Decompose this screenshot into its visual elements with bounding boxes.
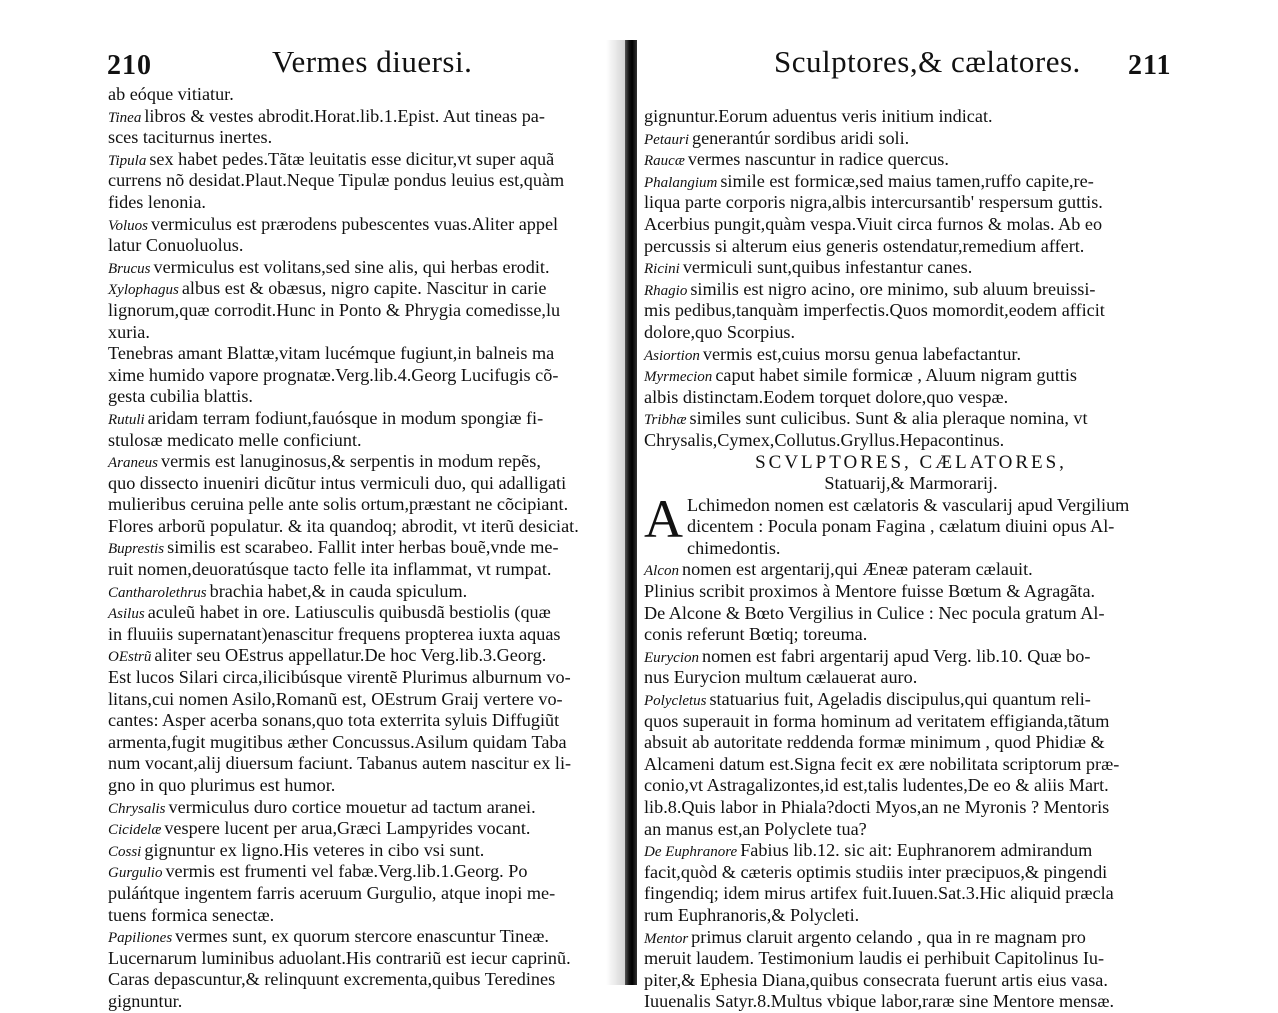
entry-keyword: Cantharolethrus [108, 584, 207, 601]
entry-keyword: OEstrũ [108, 649, 152, 666]
line-text: Plinius scribit proximos à Mentore fuisse Bœtum & Agragãta. [644, 581, 1096, 602]
line-text: primus claruit argento celando , qua in re magnam pro [691, 926, 1086, 947]
text-line [644, 559, 1178, 581]
text-line [108, 322, 620, 344]
line-text: vespere lucent per arua,Græci Lampyrides vocant. [164, 818, 531, 839]
text-line [644, 236, 1178, 258]
entry-keyword: Mentor [644, 930, 689, 947]
line-text: vermes nascuntur in radice quercus. [687, 149, 949, 170]
text-line [644, 279, 1178, 301]
entry-keyword: Phalangium [644, 174, 718, 191]
line-text: lib.8.Quis labor in Phiala?docti Myos,an ne Myronis ? Mentoris [644, 797, 1110, 817]
line-text: ab eóque vitiatur. [108, 84, 234, 104]
text-line [108, 840, 620, 862]
text-line [108, 689, 620, 711]
line-text: meruit laudem. Testimonium laudis ei perhibuit Capitolinus Iu- [644, 948, 1105, 969]
text-line [108, 797, 620, 819]
text-line [108, 149, 620, 171]
entry-keyword: Polycletus [644, 693, 707, 710]
section-subtitle: Statuarij,& Marmorarij. [824, 473, 998, 494]
line-text: quo dissecto inueniri dicũtur intus vermiculi duo, qui adalligati [108, 472, 567, 493]
line-text: nus Eurycion multum cælauerat auro. [644, 667, 918, 688]
text-line [644, 624, 1178, 646]
text-line [108, 84, 620, 106]
text-line [644, 257, 1178, 279]
left-page [0, 0, 628, 1011]
text-line [108, 537, 620, 559]
line-text: vermiculus duro cortice mouetur ad tactum aranei. [168, 796, 536, 817]
text-line [108, 883, 620, 905]
line-text: Lchimedon nomen est cælatoris & vascularij apud Vergilium [687, 494, 1130, 515]
text-line [644, 192, 1178, 214]
text-line [644, 991, 1178, 1013]
text-line [108, 343, 620, 365]
text-line [644, 430, 1178, 452]
entry-keyword: Araneus [108, 455, 158, 472]
text-line [644, 408, 1178, 430]
line-text: similis est nigro acino, ore minimo, sub aluum breuissi- [690, 278, 1096, 299]
text-line [644, 970, 1178, 992]
text-line [108, 645, 620, 667]
line-text: brachia habet,& in cauda spiculum. [209, 580, 468, 601]
line-text: sces taciturnus inertes. [108, 127, 273, 148]
text-line [108, 494, 620, 516]
text-line [644, 300, 1178, 322]
text-line [108, 926, 620, 948]
entry-keyword: Brucus [108, 260, 151, 277]
line-text: cantes: Asper acerba sonans,quo tota exterrita syluis Diffugiũt [108, 710, 560, 731]
text-line [108, 127, 620, 149]
text-line [644, 495, 1178, 517]
text-line [644, 927, 1178, 949]
line-text: vermiculi sunt,quibus infestantur canes. [682, 257, 973, 278]
right-text-block [644, 106, 1178, 1013]
text-line [108, 861, 620, 883]
entry-keyword: Petauri [644, 131, 689, 148]
page-number: 210 [107, 50, 152, 81]
text-line [644, 214, 1178, 236]
text-line [644, 149, 1178, 171]
line-text: nomen est fabri argentarij apud Verg. lib.10. Quæ bo- [701, 645, 1091, 666]
text-line [644, 581, 1178, 603]
text-line [644, 667, 1178, 689]
line-text: mis pedibus,tanquàm imperfectis.Quos momordit,eodem afficit [644, 300, 1105, 321]
text-line [644, 106, 1178, 128]
text-line [108, 905, 620, 927]
text-line [108, 948, 620, 970]
text-line [108, 732, 620, 754]
line-text: libros & vestes abrodit.Horat.lib.1.Epist. Aut tineas pa- [144, 105, 545, 126]
entry-keyword: Asiortion [644, 347, 700, 364]
line-text: piter,& Ephesia Diana,quibus consecrata fuerunt artis eius vasa. [644, 969, 1108, 990]
line-text: xuria. [108, 321, 150, 342]
text-line [108, 170, 620, 192]
text-line [108, 581, 620, 603]
text-line [108, 365, 620, 387]
text-line [108, 430, 620, 452]
line-text: ruit nomen,deuoratúsque tacto felle ita inflammat, vt rumpat. [108, 559, 552, 580]
line-text: armenta,fugit mugitibus æther Concussus.Asilum quidam Taba [108, 731, 567, 752]
text-line [644, 538, 1178, 560]
line-text: albus est & obæsus, nigro capite. Nascitur in carie [181, 278, 547, 299]
line-text: generantúr sordibus aridi soli. [692, 127, 910, 148]
text-line [644, 883, 1178, 905]
line-text: rum Euphranoris,& Polycleti. [644, 904, 860, 925]
text-line [644, 711, 1178, 733]
text-line [108, 602, 620, 624]
text-line [644, 171, 1178, 193]
text-line [108, 257, 620, 279]
text-line [644, 905, 1178, 927]
line-text: litans,cui nomen Asilo,Romanũ est, OEstrum Graij vertere vo- [108, 688, 563, 709]
left-text-block [108, 84, 620, 1013]
line-text: dicentem : Pocula ponam Fagina , cælatum diuini opus Al- [687, 516, 1115, 537]
text-line [108, 473, 620, 495]
line-text: aculeũ habet in ore. Latiusculis quibusdã bestiolis (quæ [147, 602, 551, 623]
line-text: nomen est argentarij,qui Æneæ pateram cælauit. [682, 559, 1033, 580]
text-line [108, 559, 620, 581]
line-text: Tenebras amant Blattæ,vitam lucémque fugiunt,in balneis ma [108, 343, 555, 364]
entry-keyword: Eurycion [644, 649, 699, 666]
text-line [108, 710, 620, 732]
entry-keyword: Rutuli [108, 411, 145, 428]
text-line [644, 840, 1178, 862]
entry-keyword: Chrysalis [108, 800, 166, 817]
text-line [644, 689, 1178, 711]
line-text: mulieribus ceruina pelle ante solis ortum,præstant ne cõcipiant. [108, 494, 569, 515]
entry-keyword: Raucæ [644, 153, 685, 170]
line-text: gesta cubilia blattis. [108, 386, 253, 407]
entry-keyword: Tribhæ [644, 412, 687, 429]
text-line [108, 516, 620, 538]
text-line [108, 408, 620, 430]
text-line [644, 516, 1178, 538]
line-text: stulosæ medicato melle conficiunt. [108, 429, 362, 450]
text-line [108, 106, 620, 128]
entry-keyword: Asilus [108, 606, 145, 623]
text-line [108, 991, 620, 1013]
page-number: 211 [1128, 50, 1172, 81]
line-text: currens nõ desidat.Plaut.Neque Tipulæ pondus leuius est,quàm [108, 170, 565, 191]
line-text: aliter seu OEstrus appellatur.De hoc Verg.lib.3.Georg. [154, 645, 547, 666]
text-line [644, 754, 1178, 776]
text-line [644, 365, 1178, 387]
line-text: puláńtque ingentem farris aceruum Gurgulio, atque inopi me- [108, 882, 556, 903]
line-text: aridam terram fodiunt,fauósque in modum spongiæ fi- [147, 407, 544, 428]
text-line [644, 732, 1178, 754]
text-line [644, 775, 1178, 797]
line-text: dolore,quo Scorpius. [644, 321, 796, 342]
line-text: De Alcone & Bœto Vergilius in Culice : Nec pocula gratum Al- [644, 602, 1105, 623]
text-line [644, 322, 1178, 344]
text-line [108, 451, 620, 473]
text-line [108, 235, 620, 257]
entry-keyword: Buprestis [108, 541, 165, 558]
text-line [108, 278, 620, 300]
text-line [108, 192, 620, 214]
text-line [108, 300, 620, 322]
entry-keyword: Rhagio [644, 282, 688, 299]
text-line [108, 214, 620, 236]
line-text: vermis est frumenti vel fabæ.Verg.lib.1.Georg. Po [165, 861, 528, 882]
line-text: vermis est,cuius morsu genua labefactantur. [702, 343, 1022, 364]
entry-keyword: Cicidelæ [108, 822, 162, 839]
entry-keyword: Myrmecion [644, 369, 713, 386]
line-text: Alcameni datum est.Signa fecit ex ære nobilitata scriptorum præ- [644, 753, 1120, 774]
entry-keyword: Alcon [644, 563, 679, 580]
line-text: an manus est,an Polyclete tua? [644, 818, 867, 839]
line-text: quos superauit in forma hominum ad veritatem effigianda,tãtum [644, 710, 1110, 731]
line-text: Flores arborũ populatur. & ita quandoq; abrodit, vt iterũ desiciat. [108, 515, 579, 536]
line-text: gno in quo plurimus est humor. [108, 775, 336, 795]
text-line [644, 948, 1178, 970]
text-line [644, 646, 1178, 668]
line-text: caput habet simile formicæ , Aluum nigram guttis [715, 365, 1077, 386]
text-line [108, 386, 620, 408]
text-line [108, 969, 620, 991]
text-line [644, 128, 1178, 150]
line-text: Chrysalis,Cymex,Collutus.Gryllus.Hepacontinus. [644, 429, 1005, 450]
line-text: fingendiq; idem mirus artifex fuit.Iuuen.Sat.3.Hic aliquid præcla [644, 883, 1114, 904]
entry-keyword: Cossi [108, 843, 142, 860]
text-line [644, 819, 1178, 841]
line-text: Iuuenalis Satyr.8.Multus vbique labor,raræ sine Mentore mensæ. [644, 991, 1115, 1012]
line-text: conio,vt Astragalizontes,id est,talis ludentes,De eo & aliis Mart. [644, 775, 1109, 796]
entry-keyword: Xylophagus [108, 282, 179, 299]
line-text: Fabius lib.12. sic ait: Euphranorem admirandum [740, 840, 1093, 861]
line-text: latur Conuoluolus. [108, 235, 244, 256]
line-text: lignorum,quæ corrodit.Hunc in Ponto & Phrygia comedisse,lu [108, 299, 561, 320]
line-text: simile est formicæ,sed maius tamen,ruffo capite,re- [720, 170, 1094, 191]
line-text: gignuntur.Eorum aduentus veris initium indicat. [644, 106, 993, 126]
running-head: Vermes diuersi. [272, 44, 473, 79]
line-text: vermiculus est prærodens pubescentes vuas.Aliter appel [151, 213, 559, 234]
right-page [638, 0, 1278, 1012]
entry-keyword: Ricini [644, 261, 680, 278]
line-text: albis distinctam.Eodem torquet dolore,quo vespæ. [644, 386, 1009, 407]
text-line [108, 667, 620, 689]
text-line [644, 862, 1178, 884]
line-text: gignuntur ex ligno.His veteres in cibo vsi sunt. [144, 839, 485, 860]
entry-keyword: De Euphranore [644, 844, 738, 861]
line-text: in fluuiis supernatant)enascitur frequens propterea iuxta aquas [108, 623, 561, 644]
line-text: Lucernarum luminibus aduolant.His contrariũ est iecur caprinũ. [108, 947, 571, 968]
line-text: Acerbius pungit,quàm vespa.Viuit circa furnos & molas. Ab eo [644, 213, 1103, 234]
line-text: num vocant,alij diuersum faciunt. Tabanus autem nascitur ex li- [108, 753, 572, 774]
line-text: statuarius fuit, Ageladis discipulus,qui quantum reli- [709, 689, 1091, 710]
drop-cap: A [644, 488, 683, 549]
section-title: SCVLPTORES, CÆLATORES, [755, 451, 1067, 473]
line-text: liqua parte corporis nigra,albis intercursantib' respersum guttis. [644, 192, 1103, 213]
text-line [644, 603, 1178, 625]
line-text: vermis est lanuginosus,& serpentis in modum repẽs, [161, 451, 541, 472]
entry-keyword: Tipula [108, 152, 147, 169]
line-text: percussis si alterum eius generis ostendatur,remedium affert. [644, 235, 1085, 256]
line-text: vermes sunt, ex quorum stercore enascuntur Tineæ. [175, 926, 549, 947]
text-line [644, 797, 1178, 819]
text-line [108, 753, 620, 775]
entry-keyword: Voluos [108, 217, 149, 234]
line-text: similis est scarabeo. Fallit inter herbas bouẽ,vnde me- [167, 537, 559, 558]
line-text: Est lucos Silari circa,ilicibúsque virentẽ Plurimus alburnum vo- [108, 667, 571, 688]
line-text: fides lenonia. [108, 191, 206, 212]
text-line [644, 344, 1178, 366]
line-text: facit,quòd & cæteris optimis studiis inter præcipuos,& pingendi [644, 861, 1108, 882]
line-text: conis referunt Bœtiq; toreuma. [644, 624, 868, 645]
line-text: vermiculus est volitans,sed sine alis, qui herbas erodit. [153, 256, 550, 277]
entry-keyword: Gurgulio [108, 865, 163, 882]
running-head: Sculptores,& cælatores. [774, 44, 1081, 79]
text-line [108, 775, 620, 797]
line-text: sex habet pedes.Tãtæ leuitatis esse dicitur,vt super aquã [149, 148, 555, 169]
line-text: tuens formica senectæ. [108, 904, 275, 925]
line-text: similes sunt culicibus. Sunt & alia pleraque nomina, vt [689, 408, 1088, 429]
line-text: Caras depascuntur,& relinquunt excrementa,quibus Teredines [108, 969, 556, 990]
text-line [108, 624, 620, 646]
line-text: chimedontis. [687, 537, 781, 558]
entry-keyword: Papiliones [108, 930, 173, 947]
line-text: gignuntur. [108, 990, 183, 1011]
line-text: absuit ab autoritate reddenda formæ minimum , quod Phidiæ & [644, 732, 1105, 753]
line-text: xime humido vapore prognatæ.Verg.lib.4.Georg Lucifugis cõ- [108, 364, 559, 385]
text-line [108, 818, 620, 840]
entry-keyword: Tinea [108, 109, 142, 126]
text-line [644, 387, 1178, 409]
